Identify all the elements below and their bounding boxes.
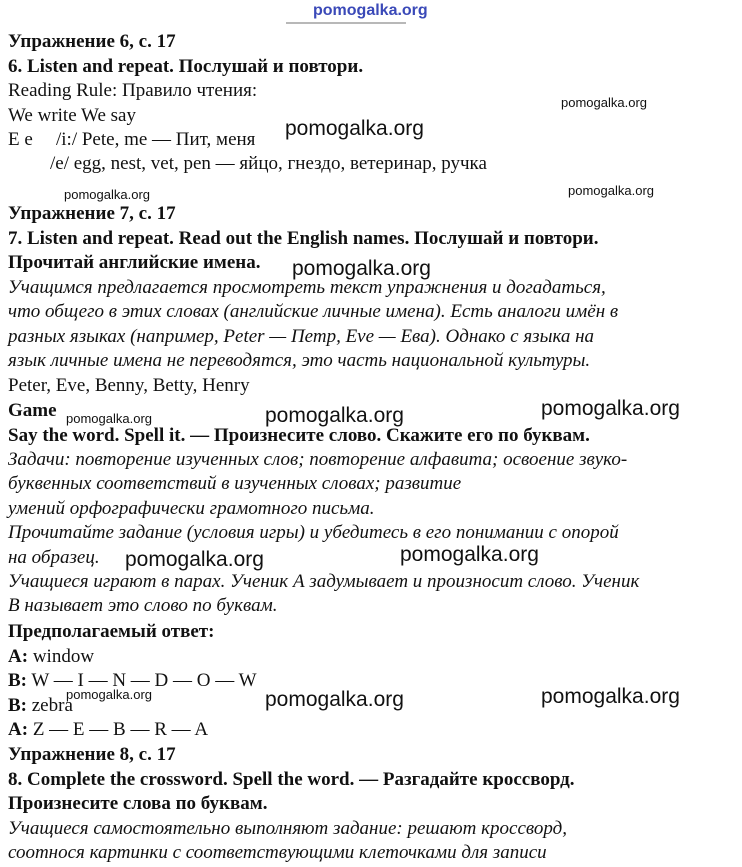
ex7-task-line2: Прочитай английские имена.	[8, 252, 261, 273]
ex6-row1-text: /i:/ Pete, me — Пит, меня	[56, 129, 256, 150]
watermark: pomogalka.org	[64, 187, 150, 202]
dialog-line	[8, 694, 73, 718]
ex6-row1-letter: E e	[8, 129, 33, 150]
watermark: pomogalka.org	[561, 95, 647, 110]
dialog-text: Z — E — B — R — A	[28, 719, 209, 740]
site-header-link[interactable]: pomogalka.org	[313, 2, 428, 19]
game-task: Say the word. Spell it. — Произнесите слово. Скажите его по буквам.	[8, 425, 590, 446]
ex7-note-line: разных языках (например, Peter — Петр, Eve — Ева). Однако с языка на	[8, 326, 595, 347]
dialog-speaker: B:	[8, 670, 27, 691]
ex7-task-line1: 7. Listen and repeat. Read out the English names. Послушай и повтори.	[8, 228, 599, 249]
ex8-task-line1: 8. Complete the crossword. Spell the word. — Разгадайте кроссворд.	[8, 769, 575, 790]
watermark: pomogalka.org	[541, 685, 680, 708]
ex8-note-line: соотнося картинки с соответствующими клеточками для записи	[8, 842, 547, 863]
dialog-speaker: B:	[8, 695, 27, 716]
game-heading: Game	[8, 400, 57, 421]
dialog-text: window	[28, 646, 95, 667]
ex7-note-line: Учащимся предлагается просмотреть текст упражнения и догадаться,	[8, 277, 606, 298]
watermark: pomogalka.org	[125, 548, 264, 571]
ex6-row1	[8, 128, 255, 152]
game-pair-line: В называет это слово по буквам.	[8, 595, 278, 616]
game-goal-line: буквенных соответствий в изученных словах; развитие	[8, 473, 462, 494]
ex7-note-line: что общего в этих словах (английские личные имена). Есть аналоги имён в	[8, 301, 619, 322]
watermark: pomogalka.org	[66, 411, 152, 426]
watermark: pomogalka.org	[568, 183, 654, 198]
ex6-columns: We write We say	[8, 105, 136, 126]
dialog-line	[8, 718, 208, 742]
dialog-speaker: A:	[8, 646, 29, 667]
game-instr-line: Прочитайте задание (условия игры) и убедитесь в его понимании с опорой	[8, 522, 619, 543]
ex6-row2: /e/ egg, nest, vet, pen — яйцо, гнездо, ветеринар, ручка	[50, 153, 487, 174]
watermark: pomogalka.org	[541, 397, 680, 420]
ex7-note-line: язык личные имена не переводятся, это часть национальной культуры.	[8, 350, 591, 371]
game-goal-line: умений орфографически грамотного письма.	[8, 498, 375, 519]
game-instr-line: на образец.	[8, 547, 100, 568]
dialog-text: W — I — N — D — O — W	[27, 670, 257, 691]
dialog-text: zebra	[27, 695, 73, 716]
watermark: pomogalka.org	[400, 543, 539, 566]
header-divider	[286, 22, 406, 24]
ex8-note-line: Учащиеся самостоятельно выполняют задание: решают кроссворд,	[8, 818, 567, 839]
dialog-speaker: A:	[8, 719, 29, 740]
game-pair-line: Учащиеся играют в парах. Ученик А задумывает и произносит слово. Ученик	[8, 571, 640, 592]
ex6-task: 6. Listen and repeat. Послушай и повтори.	[8, 56, 364, 77]
watermark: pomogalka.org	[265, 404, 404, 427]
game-goal-line: Задачи: повторение изученных слов; повторение алфавита; освоение звуко-	[8, 449, 628, 470]
ex7-names: Peter, Eve, Benny, Betty, Henry	[8, 375, 250, 396]
dialog-line	[8, 645, 94, 669]
watermark: pomogalka.org	[292, 257, 431, 280]
ex8-task-line2: Произнесите слова по буквам.	[8, 793, 268, 814]
watermark: pomogalka.org	[285, 117, 424, 140]
ex7-heading: Упражнение 7, с. 17	[8, 203, 176, 224]
answer-heading: Предполагаемый ответ:	[8, 621, 215, 642]
ex6-heading: Упражнение 6, с. 17	[8, 31, 176, 52]
ex8-heading: Упражнение 8, с. 17	[8, 744, 176, 765]
watermark: pomogalka.org	[66, 687, 152, 702]
ex6-rule: Reading Rule: Правило чтения:	[8, 80, 258, 101]
watermark: pomogalka.org	[265, 688, 404, 711]
